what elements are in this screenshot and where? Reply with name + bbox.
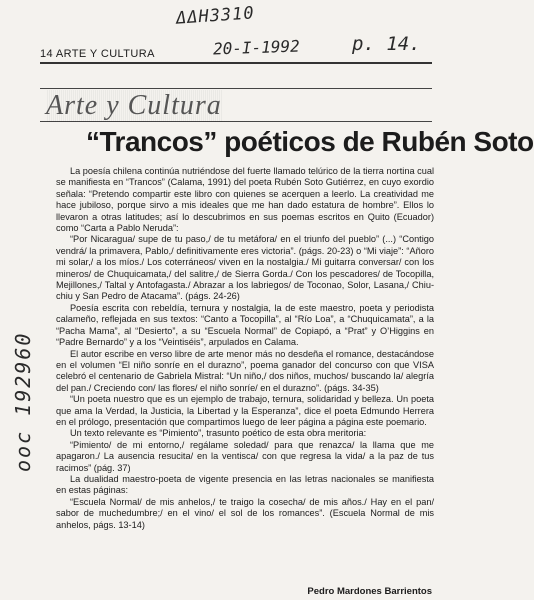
article-paragraph: “Por Nicaragua/ supe de tu paso,/ de tu metáfora/ en el triunfo del pueblo” (...) “Contigo vendrá/ la primavera, Pablo,/ definitivamente eres victoria”. (págs. 20-23) o “Mi viaje”: “Añoro mi solar,/ a los míos./ Los coterráneos/ viven en la nostalgia./ Mi guitarra conversar/ con los mineros/ de Chuquicamata,/ del salitre,/ de Sierra Gorda./ Con los pescadores/ de Tocopilla, Mejillones,/ Taltal y Antofagasta./ Abrazar a los labriegos/ de Toconao, Solor, Lasana,/ Chiu-chiu y San Pedro de Atacama”. (págs. 24-26): [56, 234, 434, 302]
banner-title: Arte y Cultura: [46, 90, 222, 121]
article-paragraph: Poesía escrita con rebeldía, ternura y nostalgia, la de este maestro, poeta y periodista calameño, reflejada en sus textos: “Canto a Tocopilla”, al “Río Loa”, a “Chuquicamata”, a la “Pacha Mama”, al “Desierto”, a su “Escuela Normal” de Copiapó, a “Prat” y O’Higgins en “Padre Bernardo” y a los “Veintiséis”, arpulados en Calama.: [56, 302, 434, 348]
article-paragraph: La poesía chilena continúa nutriéndose del fuerte llamado telúrico de la tierra nortina cual se manifiesta en “Trancos” (Calama, 1991) del poeta Rubén Soto Gutiérrez, en cuyo exordio señala: “Pretendo compartir este libro con quienes se acerquen a leerlo. La creatividad me hace jubiloso, porque sirvo a mis ideales que me han dado estatura de hombre”. Ellos lo llevaron a otras latitudes; así lo descubrimos en sus poemas escritos en Quito (Ecuador) como “Carta a Pablo Neruda”:: [56, 166, 434, 234]
handwritten-date: 20-I-1992: [212, 36, 301, 59]
side-code-text: ooc 192960: [11, 331, 35, 472]
article-paragraph: “Escuela Normal/ de mis anhelos,/ te traigo la cosecha/ de mis años./ Hay en el pan/ sabor de muchedumbre;/ en el vino/ el sol de los romances”. (Escuela Normal de mis anhelos, págs. 13-14): [56, 496, 434, 530]
handwritten-page-number: p. 14.: [352, 33, 421, 55]
section-label: 14 ARTE Y CULTURA: [40, 48, 155, 60]
article-paragraph: Un texto relevante es “Pimiento”, trasunto poético de esta obra meritoria:: [70, 428, 367, 439]
article-paragraph: “Un poeta nuestro que es un ejemplo de trabajo, ternura, solidaridad y belleza. Un poeta que ama la Verdad, la Justicia, la Libertad y la Esperanza”, dice el poeta Edmundo Herrera en el prólogo, presentación que compartimos luego de leer página a página este poemario.: [56, 394, 434, 427]
section-banner: [40, 88, 432, 122]
article-byline: Pedro Mardones Barrientos: [307, 586, 432, 597]
article-body: [56, 166, 434, 531]
article-paragraph: El autor escribe en verso libre de arte menor más no desdeña el romance, destacándose en el volumen “El niño sonríe en el durazno”, poema ganador del concurso con que VISA celebró el centenario de Gabriela Mistral: “Un niño,/ dos niños, muchos/ buscando la/ alegría del pan./ Creciendo con/ las flores/ el niño sonríe/ en el durazno”. (págs. 34-35): [56, 348, 434, 393]
handwritten-side-code: [0, 240, 38, 490]
header-divider: [40, 62, 432, 64]
article-headline: “Trancos” poéticos de Rubén Soto: [86, 126, 534, 157]
handwritten-catalog-code: ΔΔH3310: [175, 3, 256, 29]
article-paragraph: La dualidad maestro-poeta de vigente presencia en las letras nacionales se manifiesta en estas páginas:: [56, 473, 434, 496]
article-paragraph: “Pimiento/ de mi entorno,/ regálame soledad/ para que renazca/ la llama que me apagaron./ La ausencia resucita/ en la ventisca/ con que regresa la vida/ a la paz de tus racimos” (pág. 37): [56, 439, 434, 473]
